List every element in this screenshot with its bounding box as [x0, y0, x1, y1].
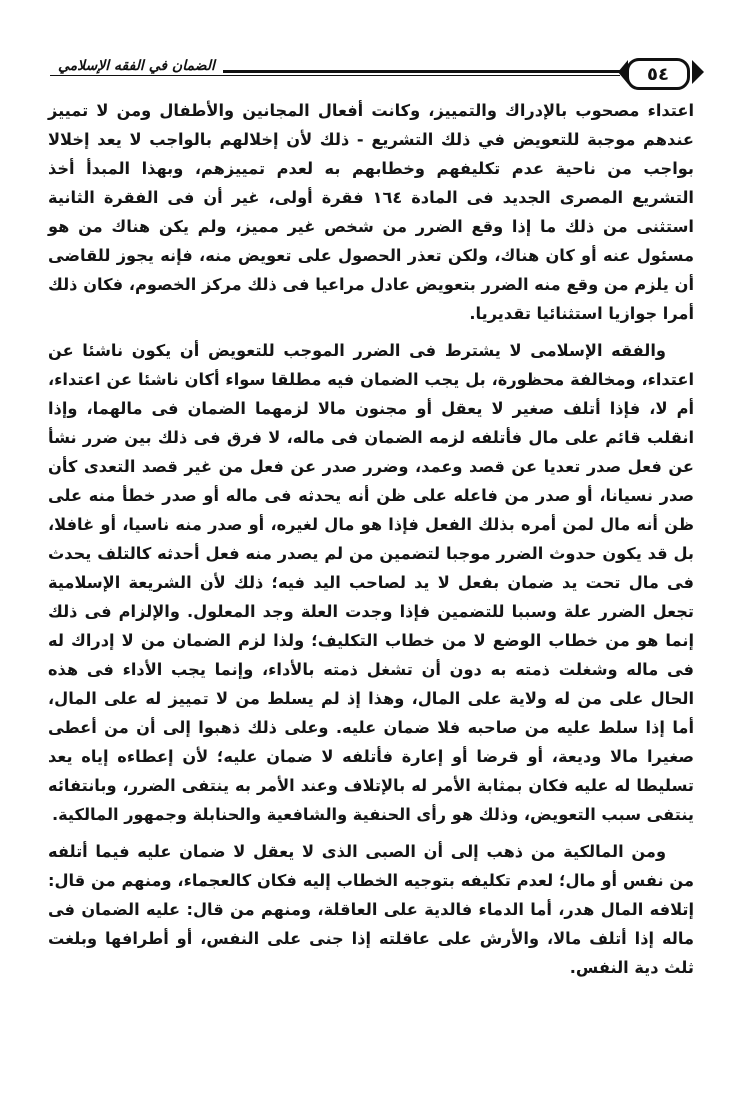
running-header — [40, 52, 690, 92]
page-body — [48, 96, 694, 982]
paragraph: والفقه الإسلامى لا يشترط فى الضرر الموجب للتعويض أن يكون ناشئا عن اعتداء، ومخالفة محظورة، بل يجب الضمان فيه مطلقا سواء أكان ناشئا عن اعتداء، أم لا، فإذا أتلف صغير لا يعقل أو مجنون مالا لزمهما الضمان فى مالهما، وإذا انقلب قائم على مال فأتلفه لزمه الضمان فى ماله، لا فرق فى ذلك بين ضرر نشأ عن فعل صدر تعديا عن قصد وعمد، وضرر صدر عن فعل من غير قصد التعدى كأن صدر نسيانا، أو صدر من فاعله على ظن أنه يحدثه فى ماله أو صدر خطأ منه على ظن أنه مال لمن أمره بذلك الفعل فإذا هو مال لغيره، أو صدر منه ناسيا، أو غافلا، بل قد يكون حدوث الضرر موجبا لتضمين من لم يصدر منه فعل أحدثه كالتلف يحدث فى مال تحت يد ضمان بفعل لا يد لصاحب اليد فيه؛ ذلك لأن الشريعة الإسلامية تجعل الضرر علة وسببا للتضمين فإذا وجدت العلة وجد المعلول. والإلزام فى ذلك إنما هو من خطاب الوضع لا من خطاب التكليف؛ ولذا لزم الضمان من لا إدراك له فى ماله وشغلت ذمته به دون أن تشغل ذمته بالأداء، وإنما يجب الأداء فى هذه الحال على من له ولاية على المال، وهذا إذ لم يسلط من لا تمييز له على المال، أما إذا سلط عليه من صاحبه فلا ضمان عليه. وعلى ذلك ذهبوا إلى أن من أعطى صغيرا مالا وديعة، أو قرضا أو إعارة فأتلفه لا ضمان عليه؛ لأن إعطاءه إياه يعد تسليطا له عليه فكان بمثابة الأمر له بالإتلاف وعند الأمر به ينتفى الضرر، وبانتفائه ينتفى سبب التعويض، وذلك هو رأى الحنفية والشافعية والحنابلة وجمهور المالكية. — [48, 341, 694, 824]
page-number: ٥٤ — [626, 58, 690, 90]
header-arrow-ornament — [692, 60, 704, 84]
paragraph: اعتداء مصحوب بالإدراك والتمييز، وكانت أفعال المجانين والأطفال ومن لا تمييز عندهم موجبة للتعويض في ذلك التشريع - ذلك لأن إخلالهم بالواجب لا يعد إخلالا بواجب من ناحية عدم تكليفهم وخطابهم به لعدم تمييزهم، وبهذا المبدأ أخذ التشريع المصرى الجديد فى المادة ١٦٤ فقرة أولى، غير أن فى الفقرة الثانية استثنى من ذلك ما إذا وقع الضرر من شخص غير مميز، ولم يكن هناك من هو مسئول عنه أو كان هناك، ولكن تعذر الحصول على تعويض منه، فإنه يجوز للقاضى أن يلزم من وقع منه الضرر بتعويض عادل مراعيا فى ذلك مركز الخصوم، فكان ذلك أمرا جوازيا استثنائيا تقديريا. — [48, 101, 694, 323]
header-arrow-ornament — [618, 60, 628, 84]
header-rule-thin — [50, 75, 620, 76]
paragraph: ومن المالكية من ذهب إلى أن الصبى الذى لا يعقل لا ضمان عليه فيما أتلفه من نفس أو مال؛ لعدم تكليفه بتوجيه الخطاب إليه فكان كالعجماء، ومنهم من قال: إتلافه المال هدر، أما الدماء فالدية على العاقلة، ومنهم من قال: عليه الضمان فى ماله إذا أتلف مالا، والأرش على عاقلته إذا جنى على النفس، أو أطرافها وبلغت ثلث دية النفس. — [48, 842, 694, 977]
running-title: الضمان في الفقه الإسلامي — [50, 58, 223, 74]
